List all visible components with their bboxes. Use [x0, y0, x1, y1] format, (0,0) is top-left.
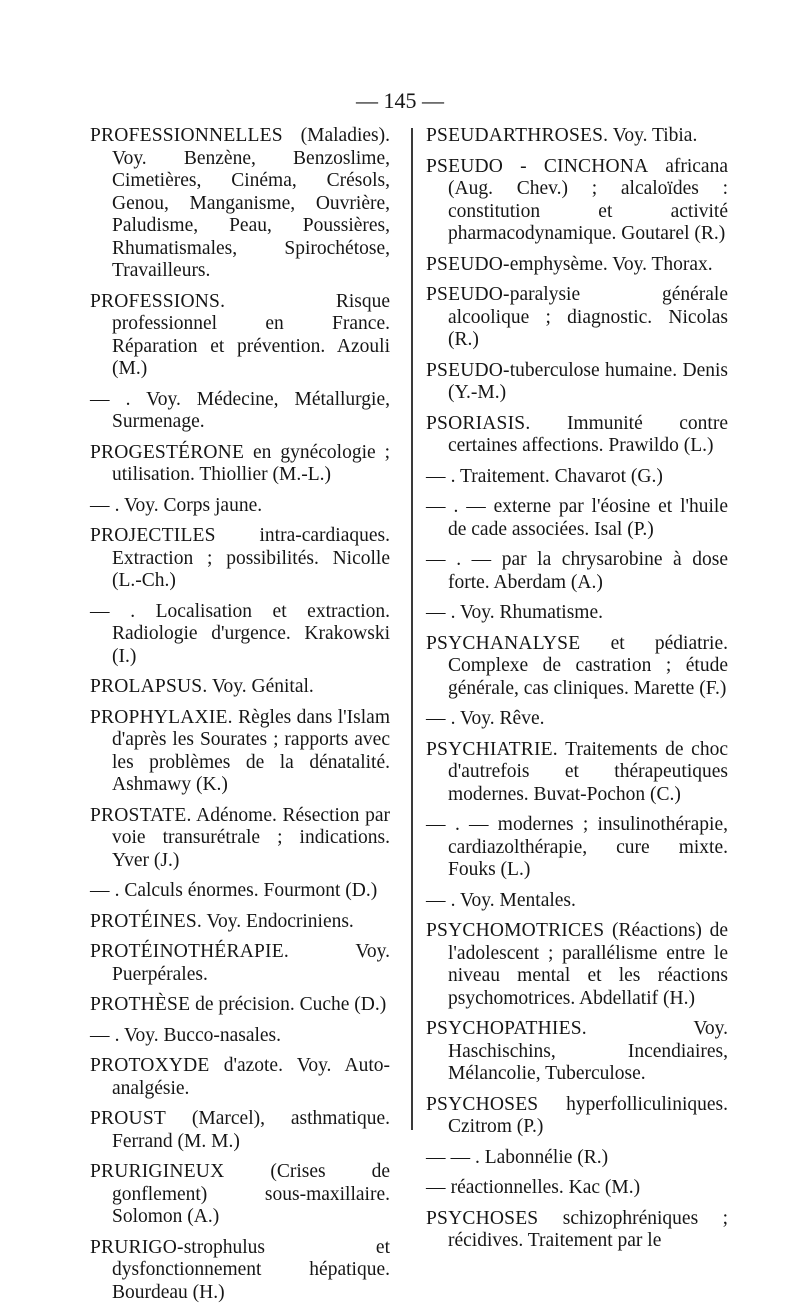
entry-headword: — [90, 600, 110, 622]
entry-text: africana (Aug. Chev.) ; alcaloïdes : constitution et activité pharmacodynamique. Goutarel (R.) [448, 155, 728, 244]
entry-headword: PSEUDO- [426, 284, 510, 305]
entry-headword: — [426, 1146, 446, 1168]
entry-text: Règles dans l'Islam d'après les Sourates ; rapports avec les problèmes de la dénatalité. Ashmawy (K.) [112, 706, 390, 795]
index-entry [426, 1094, 728, 1139]
entry-text: Voy. Endocriniens. [201, 910, 354, 932]
index-entry [426, 633, 728, 701]
entry-headword: PSEUDARTHROSES. [426, 125, 609, 146]
entry-headword: — [426, 1177, 446, 1198]
index-entry [426, 125, 728, 148]
index-entry [90, 941, 390, 986]
index-entry [90, 525, 390, 593]
entry-headword: PROGESTÉRONE [90, 441, 245, 463]
entry-text: . Voy. Corps jaune. [109, 494, 263, 516]
index-entry [426, 602, 728, 625]
entry-headword: PROFESSIONNELLES [90, 125, 283, 146]
index-entry [90, 389, 390, 434]
entry-headword: — [426, 889, 446, 911]
entry-text: . — par la chrysarobine à dose forte. Aberdam (A.) [445, 549, 728, 593]
index-entry [90, 1108, 390, 1153]
index-entry [426, 920, 728, 1010]
entry-headword: PSYCHOSES [426, 1207, 539, 1229]
index-entry [90, 442, 390, 487]
index-entry [90, 601, 390, 669]
index-entry [90, 1025, 390, 1048]
entry-headword: PSYCHOMOTRICES [426, 920, 605, 941]
entry-text: d'azote. Voy. Auto-analgésie. [112, 1055, 390, 1099]
entry-headword: PROTÉINES. [90, 910, 202, 932]
entry-text: et pédiatrie. Complexe de castration ; étude générale, cas cliniques. Marette (F.) [448, 632, 728, 699]
index-entry [90, 676, 390, 699]
index-entry [426, 890, 728, 913]
entry-headword: — [426, 602, 446, 623]
index-entry [90, 1237, 390, 1305]
index-entry [426, 1018, 728, 1086]
index-entry [426, 1208, 728, 1253]
entry-headword: PRURIGINEUX [90, 1161, 225, 1182]
entry-headword: PSYCHOPATHIES. [426, 1018, 587, 1039]
index-entry [90, 911, 390, 934]
index-entry [90, 495, 390, 518]
entry-text: Voy. Tibia. [608, 125, 698, 146]
entry-headword: PSEUDO - CINCHONA [426, 155, 649, 177]
index-entry [90, 994, 390, 1017]
entry-headword: — [90, 1024, 110, 1046]
index-entry [426, 708, 728, 731]
entry-headword: PROFESSIONS. [90, 290, 226, 312]
page-number: — 145 — [356, 88, 444, 113]
index-entry [426, 1177, 728, 1200]
entry-text: . — modernes ; insulinothérapie, cardiazolthérapie, cure mixte. Fouks (L.) [445, 814, 728, 880]
entry-headword: PSEUDO- [426, 253, 510, 275]
entry-text: Voy. Génital. [207, 676, 314, 697]
entry-headword: — [90, 880, 110, 901]
index-entry [426, 254, 728, 277]
entry-headword: PSORIASIS. [426, 412, 531, 434]
entry-headword: — [426, 465, 446, 487]
entry-headword: PROTÉINOTHÉRAPIE. [90, 941, 289, 962]
entry-text: . Voy. Bucco-nasales. [109, 1024, 282, 1046]
index-entry [90, 125, 390, 283]
entry-headword: PROSTATE. [90, 804, 192, 826]
entry-text: Voy. Puerpérales. [112, 941, 390, 985]
index-entry [426, 156, 728, 246]
entry-text: strophulus et dysfonctionnement hépatique. Bourdeau (H.) [112, 1236, 390, 1303]
entry-text: (Crises de gonflement) sous-maxillaire. Solomon (A.) [112, 1161, 390, 1227]
entry-headword: PSYCHIATRIE. [426, 738, 558, 760]
entry-headword: PROTOXYDE [90, 1055, 210, 1076]
index-entry [90, 1161, 390, 1229]
index-entry [426, 496, 728, 541]
entry-text: réactionnelles. Kac (M.) [445, 1177, 641, 1198]
index-entry [426, 739, 728, 807]
entry-text: hyperfolliculiniques. Czitrom (P.) [448, 1093, 728, 1137]
entry-text: . Localisation et extraction. Radiologie d'urgence. Krakowski (I.) [109, 600, 390, 667]
entry-text: de précision. Cuche (D.) [190, 994, 387, 1015]
index-entry [426, 1147, 728, 1170]
entry-text: Risque professionnel en France. Réparation et prévention. Azouli (M.) [112, 290, 390, 379]
entry-text: — . Labonnélie (R.) [445, 1146, 609, 1168]
index-entry [90, 291, 390, 381]
entry-text: (Réactions) de l'adolescent ; parallélisme entre le niveau mental et les réactions psychomotrices. Abdellatif (H.) [448, 920, 728, 1009]
entry-text: intra-cardiaques. Extraction ; possibilités. Nicolle (L.-Ch.) [112, 525, 390, 591]
entry-text: Traitements de choc d'autrefois et thérapeutiques modernes. Buvat-Pochon (C.) [448, 738, 728, 805]
entry-text: . Traitement. Chavarot (G.) [445, 465, 663, 487]
entry-headword: PSYCHANALYSE [426, 632, 581, 654]
entry-headword: PSEUDO- [426, 359, 510, 381]
index-entry [426, 549, 728, 594]
entry-text: Voy. Haschischins, Incendiaires, Mélancolie, Tuberculose. [448, 1018, 728, 1084]
entry-headword: — [426, 814, 446, 835]
entry-headword: PROTHÈSE [90, 994, 191, 1015]
entry-headword: — [426, 496, 446, 517]
entry-text: Adénome. Résection par voie transurétrale ; indications. Yver (J.) [112, 804, 390, 871]
index-entry [426, 814, 728, 882]
entry-headword: PROPHYLAXIE. [90, 706, 233, 728]
entry-headword: PROJECTILES [90, 525, 216, 546]
entry-headword: — [426, 708, 446, 729]
entry-text: emphysème. Voy. Thorax. [509, 253, 713, 275]
entry-text: (Maladies). Voy. Benzène, Benzoslime, Cimetières, Cinéma, Crésols, Genou, Manganisme, Ouvrière, Paludisme, Peau, Poussières, Rhumatismales, Spirochétose, Travailleurs. [112, 125, 390, 281]
entry-text: . Voy. Médecine, Métallurgie, Surmenage. [109, 388, 390, 432]
column-divider [411, 128, 413, 1130]
index-entry [90, 1055, 390, 1100]
right-column [426, 125, 728, 1261]
index-entry [426, 466, 728, 489]
entry-headword: — [426, 549, 446, 570]
entry-headword: PRURIGO- [90, 1236, 184, 1258]
entry-text: . — externe par l'éosine et l'huile de cade associées. Isal (P.) [445, 496, 728, 540]
entry-text: schizophréniques ; récidives. Traitement par le [448, 1207, 728, 1251]
index-entry [426, 413, 728, 458]
entry-headword: — [90, 388, 110, 410]
entry-text: tuberculose humaine. Denis (Y.-M.) [448, 359, 728, 403]
index-entry [90, 880, 390, 903]
index-entry [426, 284, 728, 352]
entry-text: . Voy. Rhumatisme. [445, 602, 603, 623]
index-entry [90, 707, 390, 797]
entry-text: (Marcel), asthmatique. Ferrand (M. M.) [112, 1108, 390, 1152]
entry-text: en gynécologie ; utilisation. Thiollier (M.-L.) [112, 441, 390, 485]
entry-text: . Calculs énormes. Fourmont (D.) [109, 880, 378, 901]
entry-text: . Voy. Mentales. [445, 889, 576, 911]
entry-text: paralysie générale alcoolique ; diagnostic. Nicolas (R.) [448, 284, 728, 350]
entry-headword: PROUST [90, 1108, 166, 1129]
entry-text: . Voy. Rêve. [445, 708, 545, 729]
entry-headword: PROLAPSUS. [90, 676, 208, 697]
entry-text: Immunité contre certaines affections. Prawildo (L.) [448, 412, 728, 456]
left-column [90, 125, 390, 1312]
entry-headword: — [90, 494, 110, 516]
entry-headword: PSYCHOSES [426, 1093, 539, 1115]
index-entry [90, 805, 390, 873]
index-entry [426, 360, 728, 405]
